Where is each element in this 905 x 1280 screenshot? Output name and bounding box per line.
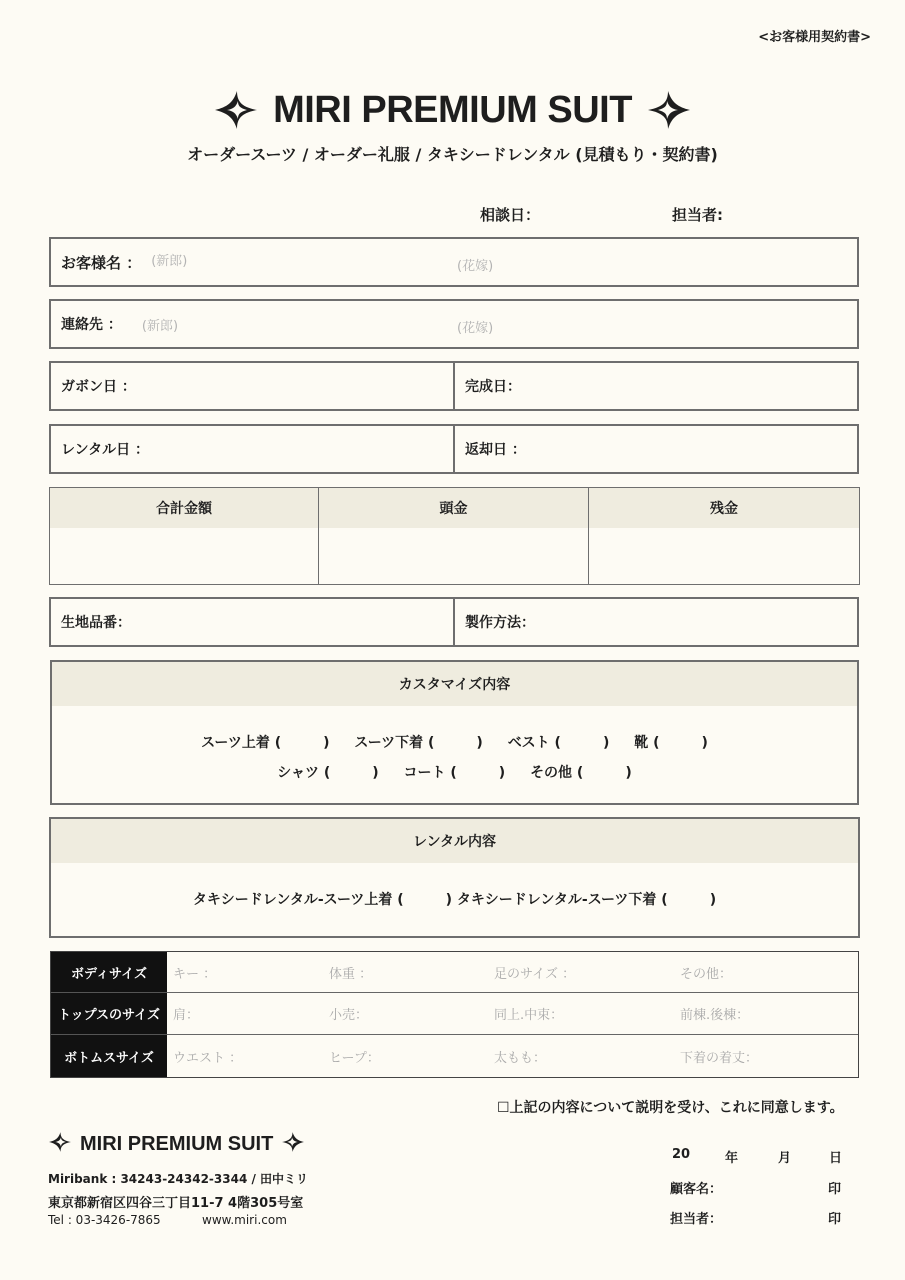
customize-title: カスタマイズ内容 [52, 662, 857, 706]
completion-date-label: 完成日： [465, 379, 521, 395]
tops-size-header: トップスのサイズ [51, 993, 167, 1035]
sleeve-cell[interactable]: 小売： [323, 993, 488, 1035]
body-size-header: ボディサイズ [51, 952, 167, 993]
rental-section [49, 817, 860, 938]
year-prefix: 20 [672, 1147, 691, 1162]
total-amount-cell[interactable] [50, 528, 318, 584]
deposit-cell[interactable] [318, 528, 588, 584]
bank-info: Miribank : 34243-24342-3344 / 田中ミリ [48, 1172, 309, 1186]
groom-placeholder: (新郎) [151, 253, 188, 269]
balance-header: 残金 [588, 488, 859, 528]
agreement-checkbox[interactable]: ☐上記の内容について説明を受け、これに同意します。 [497, 1100, 844, 1116]
fitting-date-label: ガボン日 ： [61, 379, 136, 395]
ornament-left-icon [213, 87, 259, 133]
suit-jacket-option[interactable]: スーツ上着 ( ) [201, 735, 330, 751]
customize-line-1 [52, 728, 857, 758]
brand-name: MIRI PREMIUM SUIT [273, 88, 632, 131]
website-link[interactable]: www.miri.com [202, 1213, 287, 1227]
foot-size-cell[interactable]: 足のサイズ ： [488, 952, 674, 993]
customize-line-2 [52, 758, 857, 788]
groom-contact-placeholder: (新郎) [141, 318, 179, 334]
rental-title: レンタル内容 [51, 819, 858, 863]
shoes-option[interactable]: 靴 ( ) [634, 735, 708, 751]
document-tag: <お客様用契約書> [758, 30, 871, 45]
weight-cell[interactable]: 体重 ： [323, 952, 488, 993]
inseam-cell[interactable]: 下着の着丈： [680, 1050, 759, 1066]
coat-option[interactable]: コート ( ) [403, 765, 506, 781]
customer-seal[interactable]: 印 [828, 1182, 842, 1197]
rental-return-row [49, 424, 859, 474]
brand-header [0, 80, 905, 140]
bottoms-size-header: ボトムスサイズ [51, 1035, 167, 1077]
suit-pants-option[interactable]: スーツ下着 ( ) [354, 735, 483, 751]
total-amount-header: 合計金額 [50, 488, 318, 528]
production-method-label: 製作方法： [465, 615, 535, 631]
rental-date-label: レンタル日 ： [61, 442, 149, 458]
year-label: 年 [725, 1151, 739, 1166]
body-size-table [50, 951, 859, 1078]
consult-date-label: 相談日： [480, 206, 541, 224]
footer-ornament-right-icon [281, 1130, 305, 1158]
rental-line[interactable]: タキシードレンタル-スーツ上着 ( ) タキシードレンタル-スーツ下着 ( ) [192, 892, 717, 908]
other-cell[interactable]: その他： [674, 952, 858, 993]
return-date-field[interactable] [453, 426, 857, 472]
staff-seal[interactable]: 印 [828, 1212, 842, 1227]
footer-ornament-left-icon [48, 1130, 72, 1158]
contact-label: 連絡先 ： [61, 317, 122, 333]
vest-option[interactable]: ベスト ( ) [507, 735, 610, 751]
customer-name-field[interactable] [49, 237, 859, 287]
fabric-number-field[interactable] [51, 599, 453, 645]
fitting-completion-row [49, 361, 859, 411]
fitting-date-field[interactable] [51, 363, 453, 409]
thigh-cell[interactable]: 太もも： [494, 1050, 547, 1066]
return-date-label: 返却日 ： [465, 442, 526, 458]
subtitle: オーダースーツ / オーダー礼服 / タキシードレンタル (見積もり・契約書) [187, 145, 718, 164]
customize-section [50, 660, 859, 805]
payment-table [49, 487, 860, 585]
month-label: 月 [778, 1151, 792, 1166]
contact-field[interactable] [49, 299, 859, 349]
hip-cell[interactable]: ヒープ： [329, 1050, 380, 1066]
tel: Tel : 03-3426-7865 [48, 1213, 161, 1227]
ornament-right-icon [646, 87, 692, 133]
customer-signature-label: 顧客名： [670, 1182, 723, 1197]
fabric-row [49, 597, 859, 647]
bride-placeholder: (花嫁) [457, 259, 494, 274]
bride-contact-placeholder: (花嫁) [457, 321, 494, 336]
completion-date-field[interactable] [453, 363, 857, 409]
staff-signature-label: 担当者： [670, 1212, 723, 1227]
footer-brand [48, 1130, 305, 1158]
chest-cell[interactable]: 同上.中束： [488, 993, 674, 1035]
customize-body [52, 706, 857, 788]
rental-date-field[interactable] [51, 426, 453, 472]
front-back-length-cell[interactable]: 前棟.後棟： [674, 993, 858, 1035]
footer-brand-name: MIRI PREMIUM SUIT [80, 1132, 274, 1155]
staff-label: 担当者: [672, 206, 723, 224]
deposit-header: 頭金 [318, 488, 588, 528]
other-option[interactable]: その他 ( ) [530, 765, 632, 781]
customer-name-label: お客様名 ： [61, 253, 142, 272]
shirt-option[interactable]: シャツ ( ) [277, 765, 379, 781]
fabric-number-label: 生地品番： [61, 615, 131, 631]
height-cell[interactable]: キー ： [167, 952, 323, 993]
address: 東京都新宿区四谷三丁目11-7 4階305号室 [48, 1196, 304, 1211]
production-method-field[interactable] [453, 599, 857, 645]
shoulder-cell[interactable]: 肩： [167, 993, 323, 1035]
day-label: 日 [829, 1151, 843, 1166]
balance-cell[interactable] [588, 528, 859, 584]
waist-cell[interactable]: ウエスト ： [173, 1050, 243, 1066]
